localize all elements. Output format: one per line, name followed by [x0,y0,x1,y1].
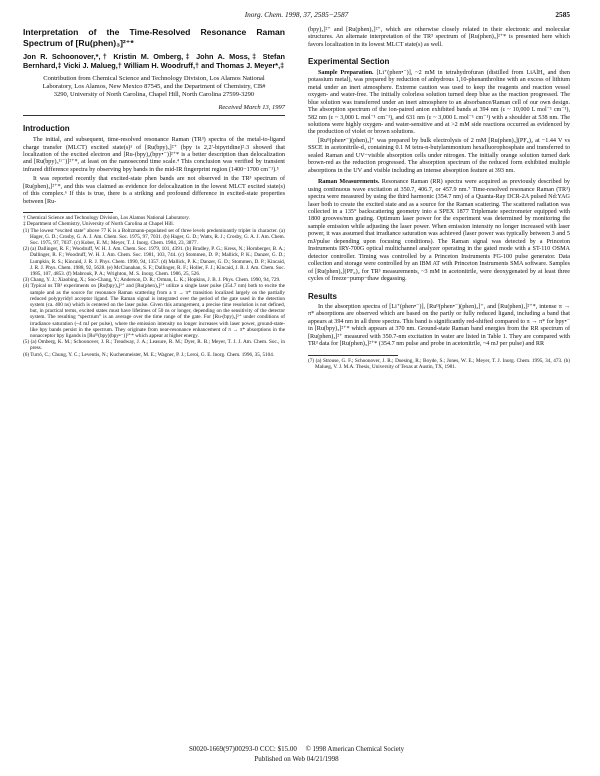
footnote-rule [23,212,113,213]
introduction-heading: Introduction [23,123,70,133]
sample-prep-text: [Li⁺(phen•⁻)], ~2 mM in tetrahydrofuran (distilled from LiAlH₄ and then potassium metal), was prepared by reduction of anhydrous 1,10-phenanthroline with an excess of lithium metal under an inert atmosphere. Extreme caution was used to keep the reagents and reaction vessel oxygen- and water-free. The initially colorless solution turned deep blue as the reaction progressed. The blue solution was transferred under an inert atmosphere to an absorbance/Raman cell of our own design. The absorption spectrum of the ion-paired anion exhibited bands at 394 nm (ε ~ 10,000 L mol⁻¹ cm⁻¹), 582 nm (ε ~ 3,000 L mol⁻¹ cm⁻¹), and 631 nm (ε ~ 3,000 L mol⁻¹ cm⁻¹) with a shoulder at 538 nm. The solutions were highly oxygen- and water-sensitive and at >2 mM side reactions occurred as evidenced by the production of violet or brown solutions. [308,69,570,136]
sample-prep-paragraph-1 [308,70,570,137]
right-footnotes [308,358,570,370]
footnote-5: (5) (a) Omberg, K. M.; Schoonover, J. R.; Treadway, J. A.; Leasure, R. M.; Dyer, R. B.; Meyer, T. J. J. Am. Chem. Soc., in press. [23,339,285,352]
raman-paragraph [308,179,570,283]
left-column [23,27,285,358]
intro-paragraph-2: It was reported recently that excited-state phen bands are not observed in the TR³ spectrum of [Ru(phen)₃]²⁺*, and this was claimed as evidence for delocalization in the lowest MLCT excited state(s) of this complex.⁶ If this is true, there is a striking and profound difference in excited-state properties between [Ru- [23,176,285,205]
experimental-heading: Experimental Section [308,57,390,67]
footer-line-1 [23,745,570,755]
footnote-3: (3) Chang, Y. J.; Xiaobing, X.; Soo-Chang, Y.; Anderson, D. R.; Orman, L. K.; Hopkins, J. B. J. Phys. Chem. 1990, 94, 729. [23,277,281,284]
footnote-ddagger: ‡ Department of Chemistry, University of North Carolina at Chapel Hill. [23,221,174,228]
article-title: Interpretation of the Time-Resolved Resonance Raman Spectrum of [Ru(phen)₃]²⁺* [23,27,285,48]
footnote-1: (1) The lowest “excited state” above 77 K is a Boltzmann-populated set of three levels predominantly triplet in character. (a) Hager, G. D.; Crosby, G. A. J. Am. Chem. Soc. 1975, 97, 7031. (b) Hager, G. D.; Watts, R. J.; Crosby, G. A. J. Am. Chem. Soc. 1975, 97, 7037. (c) Kober, E. M.; Meyer, T. J. Inorg. Chem. 1984, 23, 3877. [23,227,285,246]
footnote-2: (2) (a) Dallinger, R. F.; Woodruff, W. H. J. Am. Chem. Soc. 1979, 101, 4391. (b) Bradley, P. G.; Kress, N.; Hornberger, B. A.; Dallinger, R. F.; Woodruff, W. H. J. Am. Chem. Soc. 1981, 103, 744. (c) Stommen, D. P.; Mallick, P. K.; Danzer, G. D.; Lumpkin, R. S.; Kincaid, J. R. J. Phys. Chem. 1990, 94, 1357. (d) Mallick, P. K.; Danzer, G. D.; Stommen, D. P.; Kincaid, J. R. J. Phys. Chem. 1988, 92, 5628. (e) McClanahan, S. F.; Dallinger, R. F.; Holler, F. J.; Kincaid, J. R. J. Am. Chem. Soc. 1985, 107, 4853. (f) Mabrouk, P. A.; Wrighton, M. S. Inorg. Chem. 1986, 25, 526. [23,246,285,277]
right-column [308,27,570,370]
footnotes [23,215,285,358]
manuscript-code: S0020-1669(97)00293-0 CCC: $15.00 [188,745,297,753]
intro-paragraph-1: The initial, and subsequent, time-resolved resonance Raman (TR³) spectra of the metal-to-ligand charge transfer (MLCT) excited state(s)¹ of [Ru(bpy)₃]²⁺ (bpy is 2,2′-bipyridine)²˒3 showed that localization of the excited electron and [Ru-(bpy)₂(bpy•⁻)]²⁺* is a better description than delocalization and [Ru(bpy)₃¹ᵓ⁻)]²⁺*, at least on the nanosecond time scale.⁴ This conclusion was verified by transient infrared difference spectra by observing bpy bands in the mid-IR fingerprint region (1400−1700 cm⁻¹).⁵ [23,137,285,173]
page-number: 2585 [555,10,570,19]
sample-prep-paragraph-2: [Ruᴵᴵ(phen•⁻)(phen)₂]⁺ was prepared by bulk electrolysis of 2 mM [Ru(phen)₃](PF₆)₂ at −1.44 V vs SSCE in acetonitrile-d₃ containing 0.1 M tetra-n-butylammonium hexafluorophosphate and transferred to sealed Raman and UV−visible absorption cells under nitrogen. The initially orange solution turned dark brown-red as the reduction progressed. The absorption spectrum of the reduced form exhibited multiple absorptions in the UV and visible including an intense absorption feature at 393 nm. [308,137,570,174]
publication-date: Published on Web 04/21/1998 [254,754,339,763]
raman-text: Resonance Raman (RR) spectra were acquired as previously described by using continuous wave excitation at 350.7, 406.7, or 457.9 nm.⁷ Time-resolved resonance Raman (TR³) spectra were measured by using the third harmonic (354.7 nm) of a Quanta-Ray DCR-2A pulsed Nd:YAG laser both to create the excited state and as a source for the Raman scattering. The scattered radiation was collected in a 135° backscattering geometry into a SPEX 1877 Triplemate spectrometer equipped with 1800 grooves/mm grating. Optimum laser power for the experiment was determined by monitoring the sample emission while adjusting the laser power. When emission intensity no longer increased with laser power, it was assumed that irradiance saturation was achieved (laser power was typically between 3 and 5 mJ/pulse depending upon focusing conditions). The Raman signal was detected by a Princeton Instruments IRY-700G optical multichannel analyzer operating in the gated mode with a ST-110 OSMA detector controller. Timing was controlled by a Princeton Instruments FG-100 pulse generator. Data collection and storage were controlled by an IBM AT with Princeton Instruments SMA software. Samples of [Ru(phen)₃](PF₆)₂ for TR³ measurements, ~3 mM in acetonitrile, were deoxygenated by at least three cycles of freeze−pump−thaw degassing. [308,179,570,283]
sample-prep-runin: Sample Preparation. [318,69,374,76]
title-rule [23,115,285,116]
journal-citation: Inorg. Chem. 1998, 37, 2585−2587 [244,10,349,19]
intro-continuation: (bpy)₃]²⁺ and [Ru(phen)₃]²⁺, which are otherwise closely related in their electronic and molecular structures. An alternate interpretation of the TR³ spectrum of [Ru(phen)₃]²⁺* is presented here which favors localization in its lowest MLCT state(s) as well. [308,27,570,48]
results-heading: Results [308,291,337,301]
author-list: Jon R. Schoonover,*,† Kristin M. Omberg,‡ John A. Moss,‡ Stefan Bernhard,‡ Vicki J. Malueg,† William H. Woodruff,† and Thomas J. Meyer*,‡ [23,52,285,71]
raman-runin: Raman Measurements. [318,179,380,186]
footnote-dagger: † Chemical Science and Technology Division, Los Alamos National Laboratory. [23,215,190,222]
copyright-notice: © 1998 American Chemical Society [305,746,405,753]
received-date: Received March 13, 1997 [218,104,285,112]
page-footer [23,745,570,763]
footnote-7: (7) (a) Strouse, G. F.; Schoonover, J. R.; Duesing, R.; Boyde, S.; Jones, W. E.; Meyer, T. J. Inorg. Chem. 1995, 34, 473. (b) Malueg, V. J. M.A. Thesis, University of Texas at Austin, TX, 1981. [308,357,570,370]
footnote-6: (6) Turró, C.; Chung, Y. C.; Leventis, N.; Kuchenmeister, M. E.; Wagner, P. J.; Leroi, G. E. Inorg. Chem. 1996, 35, 5104. [23,351,275,358]
right-footnote-rule [308,355,398,356]
footnote-4: (4) Typical ns TR³ experiments on [Ru(bpy)₃]²⁺ and [Ru(phen)₃]²⁺ utilize a single laser pulse (354.7 nm) both to excite the sample and as the source for resonance Raman scattering from a π → π* transition localized largely on the partially reduced polypyridyl acceptor ligand. The Raman signal is integrated over the period of the gate used in the detection system (ca. 400 ns) which is centered on the laser pulse. Given this arrangement, a precise time resolution is not defined, but, in practical terms, excited states must have lifetimes of 50 ns or longer, depending on the sensitivity of the detector system. The resulting “spectrum” is an average over the time range of the gate. For [Ru-(bpy)₃]²⁺ under conditions of irradiance saturation (~4 mJ per pulse), where the emission intensity no longer increases with laser power, ground-state-like bpy bands persist in the spectrum. They originate from near-resonance enhancement of π → π* absorptions in the nonacceptor bpy ligands in [Ruᴵᴵᴵ(bpy)(bpy•⁻)]²⁺* which appear at higher energy. [23,283,285,340]
affiliation: Contribution from Chemical Science and Technology Division, Los Alamos National Laboratory, Los Alamos, New Mexico 87545, and the Department of Chemistry, CB# 3290, University of North Carolina, Chapel Hill, North Carolina 27599-3290 [42,75,266,99]
results-paragraph: In the absorption spectra of [Li⁺(phen•⁻)], [Ruᴵᴵ(phen•⁻)(phen)₂]⁺, and [Ru(phen)₃]²⁺*, intense π → π* absorptions are observed which are based on the partly or fully reduced ligand, including a band that appears at 394 nm in all three spectra. This band is significantly red-shifted compared to π → π* for bpy•⁻ in [Ru(bpy)₃]²⁺* which appears at 370 nm. Ground-state Raman band energies from the RR spectrum of [Ru(phen)₃]²⁺ measured with 350.7-nm excitation in water are listed in Table 1. They are compared with TR³ data for [Ru(phen)₃]²⁺* (354.7 nm pulse and probe in acetonitrile, ~4 mJ per pulse) and RR [308,303,570,348]
